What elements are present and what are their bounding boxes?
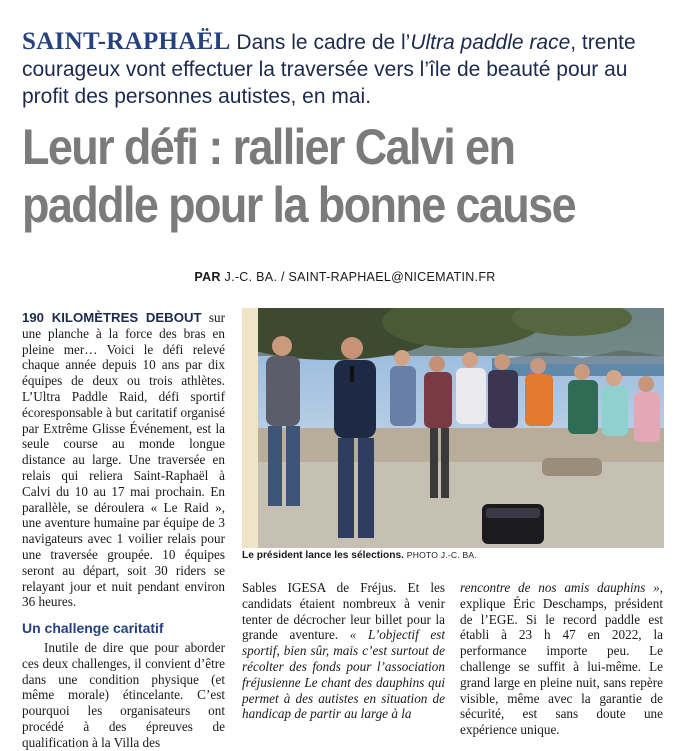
byline [0,270,690,284]
article-subhead: Un challenge caritatif [22,620,164,637]
kicker-place: SAINT-RAPHAËL [22,28,231,55]
article-column-1 [22,310,225,751]
article-paragraph-3a: Sables IGESA de Fréjus. Et les candidats étaient nombreux à venir tenter de décrocher leur billet pour la grande aventure. [242,580,445,643]
photo-illustration [242,308,664,548]
photo-caption [242,550,664,561]
article-photo [242,308,664,548]
headline: Leur défi : rallier Calvi en paddle pour la bonne cause [22,119,575,233]
article-paragraph-1: sur une planche à la force des bras en pleine mer… Voici le défi relevé chaque année depuis 10 ans par dix équipes de deux ou trois athlètes. L’Ultra Paddle Raid, défi sportif écoresponsable à but caritatif organisé par Extrême Glisse Événement, est la seule course au monde longue distance au large. Une traversée en relais qui reliera Saint-Raphaël à Calvi du 10 au 17 mai prochain. En parallèle, se déroulera « Le Raid », une aventure humaine par équipe de 3 navigateurs avec 1 voilier relais pour une traversée groupée. 10 équipes seront au départ, soit 30 riders se relayant jour et nuit pendant environ 36 heures. [22,310,225,610]
article-quote-2: rencontre de nos amis dauphins » [460,580,660,595]
article-paragraph-2: Inutile de dire que pour aborder ces deux challenges, il convient d’être dans une condition physique (et même morale) étincelante. C’est pourquoi les organisateurs ont procédé à des épreuves de qualification à la Villa des [22,639,225,750]
byline-author: J.-C. BA. / SAINT-RAPHAEL@NICEMATIN.FR [224,270,496,284]
article-lead: 190 KILOMÈTRES DEBOUT [22,310,202,325]
article-quote-1: « L’objectif est sportif, bien sûr, mais c’est surtout de récolter des fonds pour l’association fréjusienne Le chant des dauphins qui permet à des autistes en situation de handicap de partir au large à la [242,627,446,722]
kicker-event-name: Ultra paddle race [410,31,571,54]
kicker-text-1: Dans le cadre de l’ [230,31,411,54]
kicker-text-2: , trente courageux vont effectuer la traversée vers l’île de beauté pour au profit des personnes autistes, en mai. [22,31,636,108]
article-column-2 [242,580,445,722]
article-column-3 [460,580,663,738]
kicker [22,28,672,110]
caption-credit: PHOTO J.-C. BA. [406,550,477,560]
caption-text: Le président lance les sélections. [242,550,404,561]
article-paragraph-4: , explique Éric Deschamps, président de l’EGE. Si le record paddle est établi à 23 h 47 en 2022, la performance importe peu. Le challenge se suffit à lui-même. Le grand large en pleine nuit, sans repère visible, même avec la garantie de sécurité, est sans doute une expérience unique. [460,580,663,738]
byline-prefix: PAR [194,270,221,284]
